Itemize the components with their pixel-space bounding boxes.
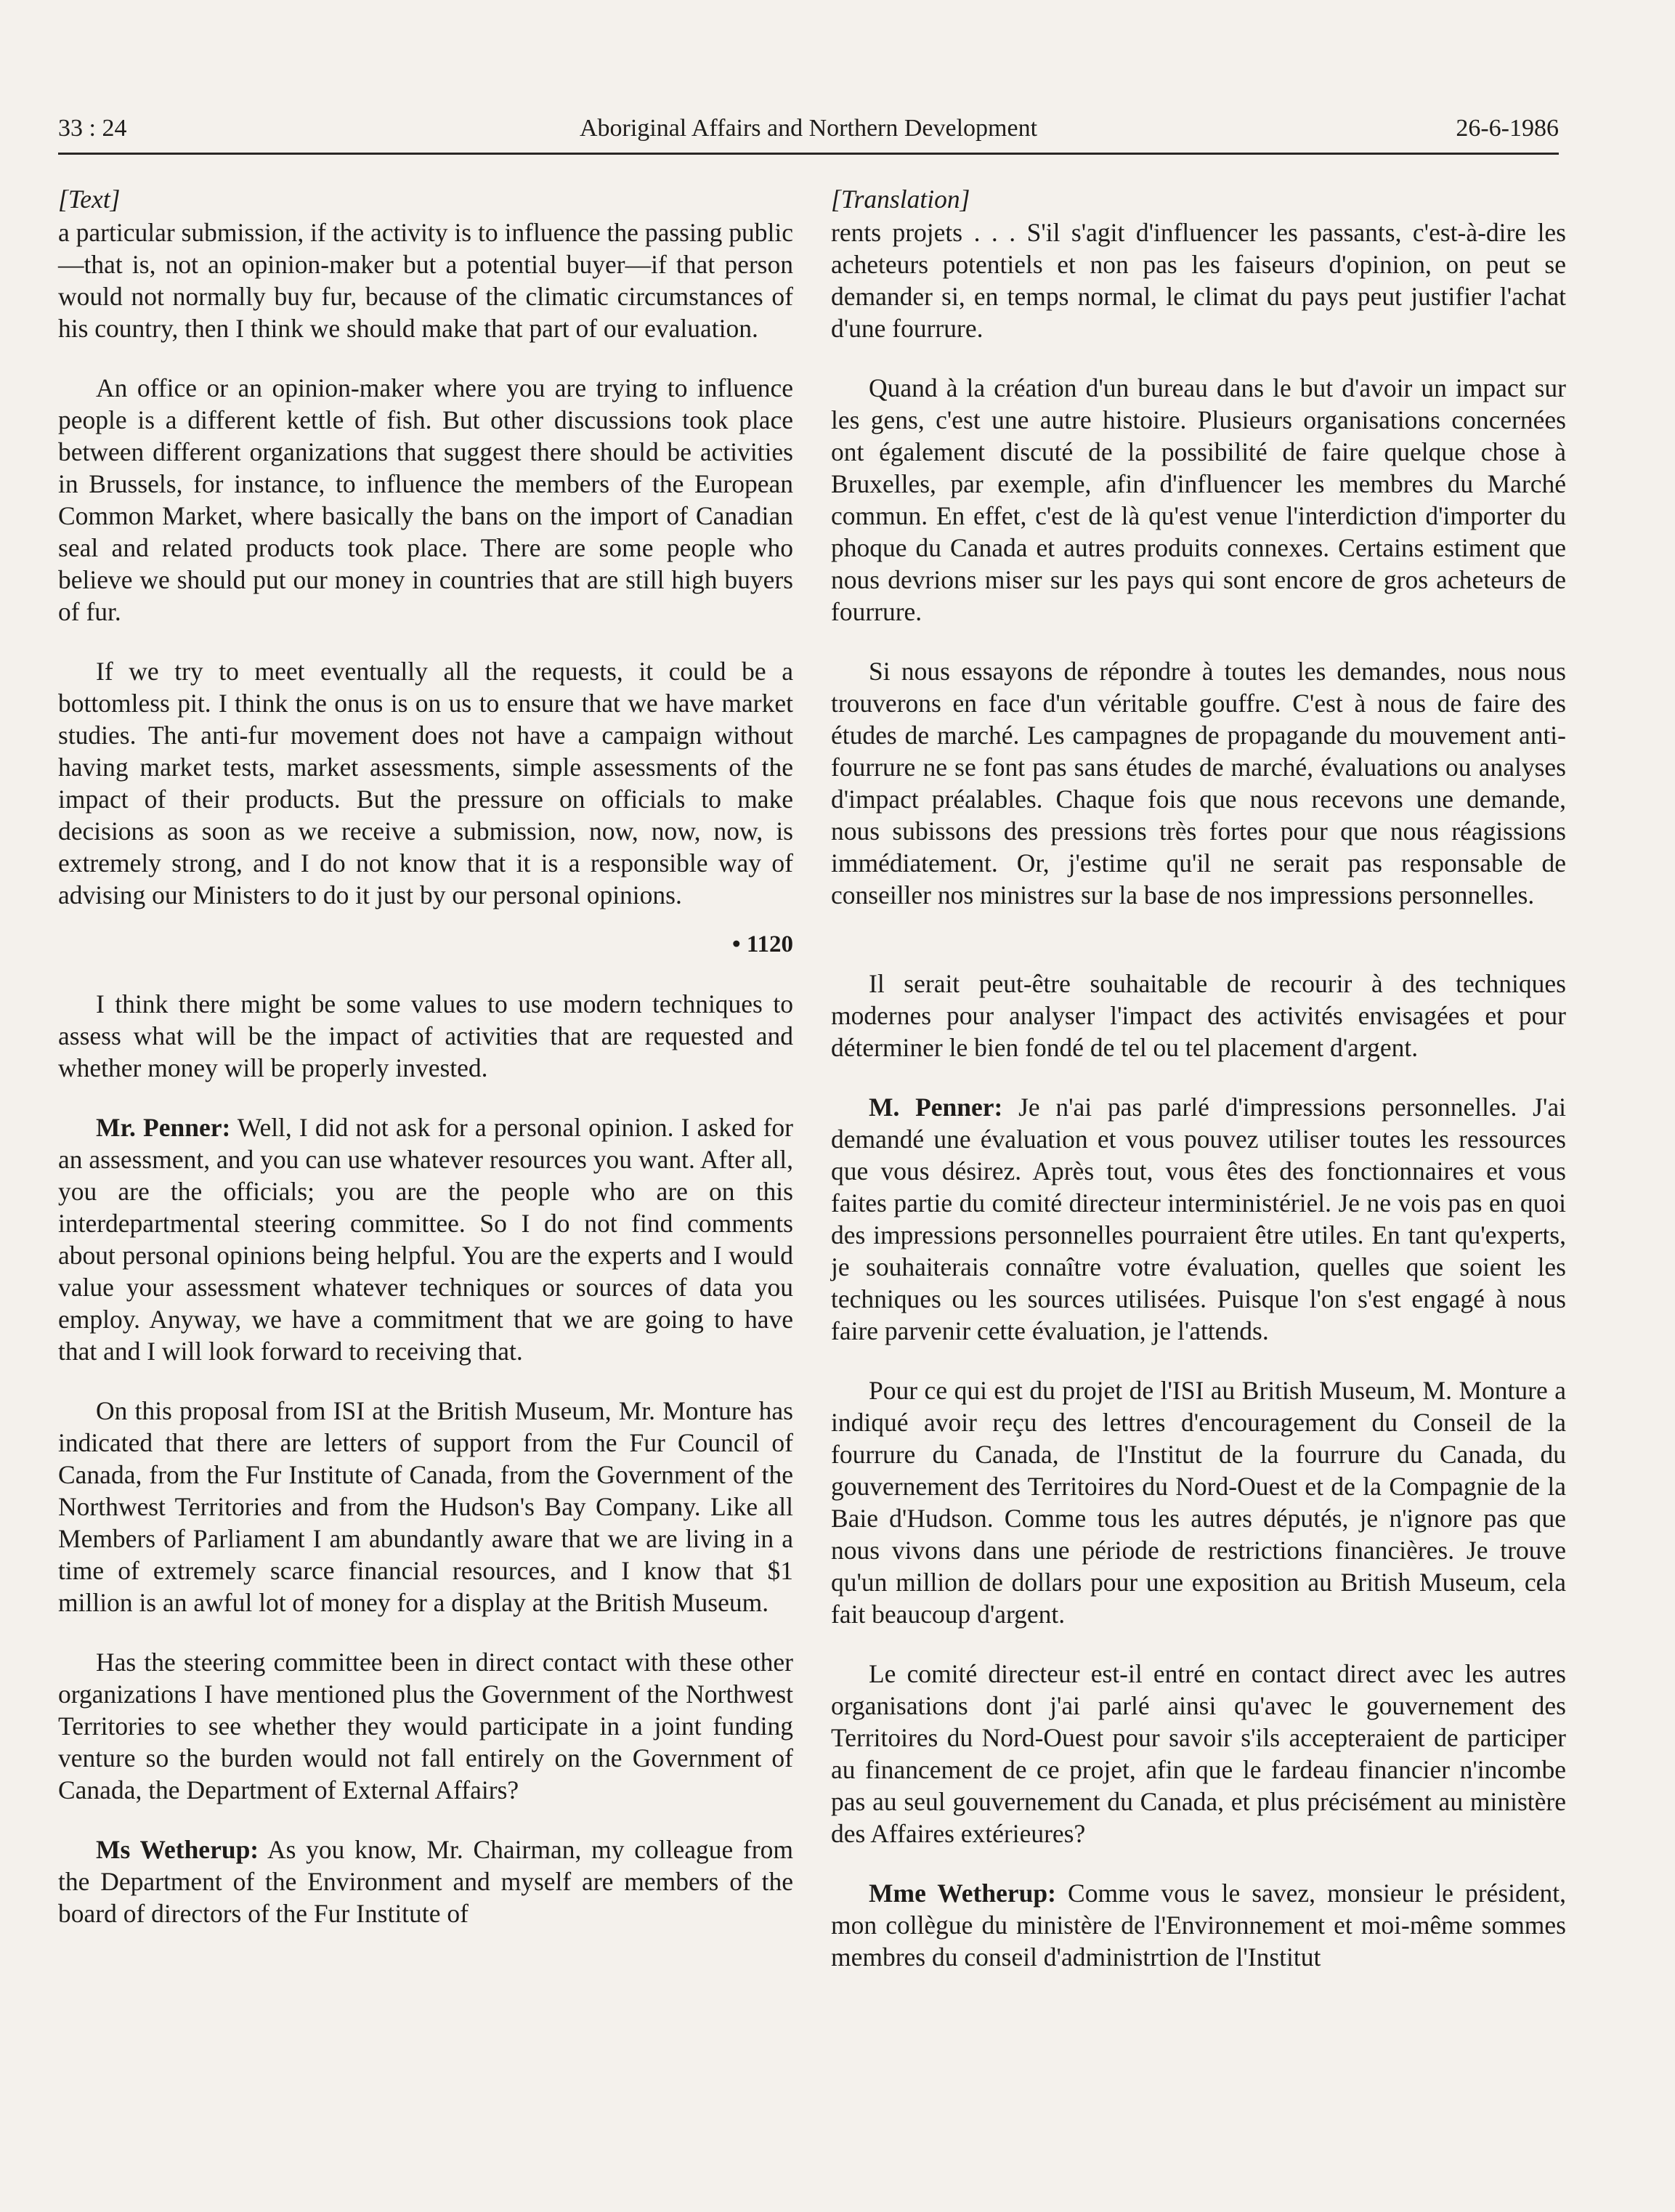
- speaker-name: Mme Wetherup:: [869, 1879, 1056, 1908]
- paragraph: I think there might be some values to use modern techniques to assess what will be the impact of activities that are requested and whether money will be properly invested.: [58, 989, 793, 1082]
- paragraph: [58, 1111, 793, 1367]
- page-header: [58, 109, 1559, 155]
- page-number: 33 : 24: [58, 115, 127, 142]
- header-date: 26-6-1986: [1456, 115, 1559, 142]
- english-column: [58, 183, 793, 1957]
- paragraph: a particular submission, if the activity is to influence the passing public—that is, not an opinion-maker but a potential buyer—if that person would not normally buy fur, because of the climatic circumstances of his country, then I think we should make that part of our evaluation.: [58, 218, 793, 343]
- speech-text: Well, I did not ask for a personal opinion. I asked for an assessment, and you can use whatever resources you want. After all, you are the officials; you are the people who are on this interdepartmental steering committee. So I do not find comments about personal opinions being helpful. You are the experts and I would value your assessment whatever techniques or sources of data you employ. Anyway, we have a commitment that we are going to have that and I will look forward to receiving that.: [58, 1113, 793, 1366]
- time-marker: • 1120: [732, 931, 793, 957]
- paragraph: [58, 1834, 793, 1929]
- paragraph: Pour ce qui est du projet de l'ISI au British Museum, M. Monture a indiqué avoir reçu des lettres d'encouragement du Conseil de la fourrure du Canada, de l'Institut de la fourrure du Canada, du gouvernement des Territoires du Nord-Ouest et de la Compagnie de la Baie d'Hudson. Comme tous les autres députés, je n'ignore pas que nous vivons dans une période de restrictions financières. Je trouve qu'un million de dollars pour une exposition au British Museum, cela fait beaucoup d'argent.: [831, 1376, 1566, 1629]
- column-label-translation: [Translation]: [831, 185, 970, 214]
- paragraph: An office or an opinion-maker where you are trying to influence people is a different kettle of fish. But other discussions took place between different organizations that suggest there should be activities in Brussels, for instance, to influence the members of the European Common Market, where basically the bans on the import of Canadian seal and related products took place. There are some people who believe we should put our money in countries that are still high buyers of fur.: [58, 373, 793, 626]
- column-label-text: [Text]: [58, 185, 121, 214]
- paragraph: Has the steering committee been in direct contact with these other organizations I have mentioned plus the Government of the Northwest Territories to see whether they would participate in a joint funding venture so the burden would not fall entirely on the Government of Canada, the Department of External Affairs?: [58, 1648, 793, 1804]
- paragraph: [831, 1091, 1566, 1347]
- paragraph: If we try to meet eventually all the requests, it could be a bottomless pit. I think the onus is on us to ensure that we have market studies. The anti-fur movement does not have a campaign without having market tests, market assessments, simple assessments of the impact of their products. But the pressure on officials to make decisions as soon as we receive a submission, now, now, now, is extremely strong, and I do not know that it is a responsible way of advising our Ministers to do it just by our personal opinions.: [58, 657, 793, 909]
- speaker-name: Ms Wetherup:: [96, 1835, 259, 1864]
- speaker-name: M. Penner:: [869, 1093, 1003, 1122]
- paragraph: rents projets . . . S'il s'agit d'influencer les passants, c'est-à-dire les acheteurs potentiels et non pas les faiseurs d'opinion, on peut se demander si, en temps normal, le climat du pays peut justifier l'achat d'une fourrure.: [831, 218, 1566, 343]
- speaker-name: Mr. Penner:: [96, 1113, 231, 1142]
- paragraph: Le comité directeur est-il entré en contact direct avec les autres organisations dont j'ai parlé ainsi qu'avec le gouvernement des Territoires du Nord-Ouest pour savoir s'ils accepteraient de participer au financement de ce projet, afin que le fardeau financier n'incombe pas au seul gouvernement du Canada, et plus précisément au ministère des Affaires extérieures?: [831, 1659, 1566, 1848]
- paragraph: Il serait peut-être souhaitable de recourir à des techniques modernes pour analyser l'impact des activités envisagées et pour déterminer le bien fondé de tel ou tel placement d'argent.: [831, 969, 1566, 1062]
- french-column: [831, 183, 1566, 2001]
- paragraph: Si nous essayons de répondre à toutes les demandes, nous nous trouverons en face d'un véritable gouffre. C'est à nous de faire des études de marché. Les campagnes de propagande du mouvement anti-fourrure ne se font pas sans études de marché, évaluations ou analyses d'impact préalables. Chaque fois que nous recevons une demande, nous subissons des pressions très fortes pour que nous réagissions immédiatement. Or, j'estime qu'il ne serait pas responsable de conseiller nos ministres sur la base de nos impressions personnelles.: [831, 657, 1566, 909]
- speech-text: Je n'ai pas parlé d'impressions personnelles. J'ai demandé une évaluation et vous pouvez utiliser toutes les ressources que vous désirez. Après tout, vous êtes des fonctionnaires et vous faites partie du comité directeur interministériel. Je ne vois pas en quoi des impressions personnelles pourraient être utiles. En tant qu'experts, je souhaiterais connaître votre évaluation, quelles que soient les techniques ou les sources utilisées. Puisque l'on s'est engagé à nous faire parvenir cette évaluation, je l'attends.: [831, 1093, 1566, 1345]
- paragraph: On this proposal from ISI at the British Museum, Mr. Monture has indicated that there are letters of support from the Fur Council of Canada, from the Fur Institute of Canada, from the Government of the Northwest Territories and from the Hudson's Bay Company. Like all Members of Parliament I am abundantly aware that we are living in a time of extremely scarce financial resources, and I know that $1 million is an awful lot of money for a display at the British Museum.: [58, 1396, 793, 1617]
- paragraph: [831, 1877, 1566, 1973]
- marker-spacer: [831, 939, 1566, 968]
- speech-text: As you know, Mr. Chairman, my colleague from the Department of the Environment and myself are members of the board of directors of the Fur Institute of: [58, 1835, 793, 1928]
- speech-text: Comme vous le savez, monsieur le président, mon collègue du ministère de l'Environnement et moi-même sommes membres du conseil d'administrtion de l'Institut: [831, 1879, 1566, 1972]
- header-title: Aboriginal Affairs and Northern Development: [579, 115, 1038, 142]
- paragraph: Quand à la création d'un bureau dans le but d'avoir un impact sur les gens, c'est une autre histoire. Plusieurs organisations concernées ont également discuté de la possibilité de faire quelque chose à Bruxelles, par exemple, afin d'influencer les membres du Marché commun. En effet, c'est de là qu'est venue l'interdiction d'importer du phoque du Canada et autres produits connexes. Certains estiment que nous devrions miser sur les pays qui sont encore de gros acheteurs de fourrure.: [831, 373, 1566, 626]
